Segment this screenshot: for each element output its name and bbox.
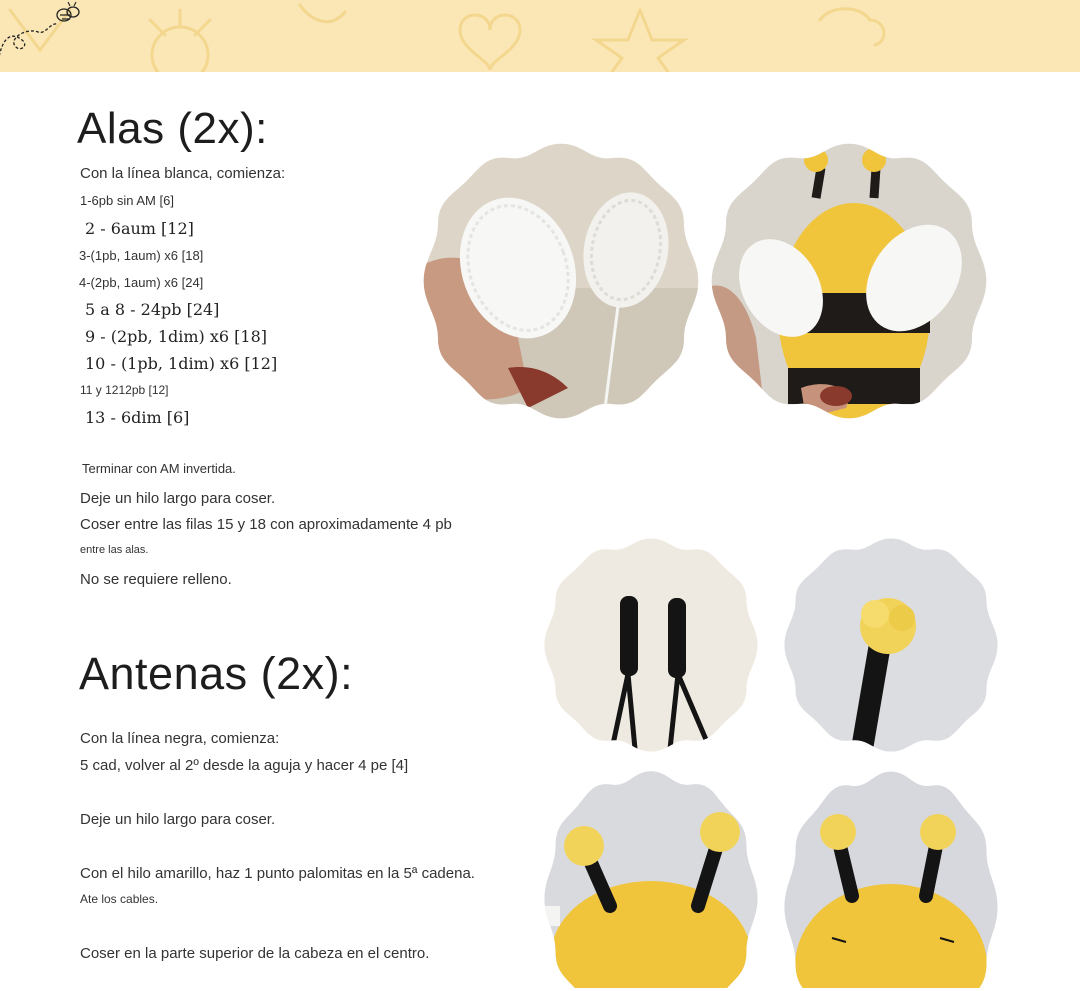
antennas-on-head-front-photo [780, 766, 1002, 988]
doodle-pattern [0, 0, 1080, 72]
finish-line: Coser entre las filas 15 y 18 con aproximadamente 4 pb [80, 516, 452, 533]
instruction-line: Con la línea blanca, comienza: [80, 165, 286, 182]
section-title-alas: Alas (2x): [77, 104, 268, 153]
instruction-line: 9 - (2pb, 1dim) x6 [18] [85, 327, 268, 346]
instruction-line: Ate los cables. [80, 892, 159, 906]
instruction-line: 2 - 6aum [12] [85, 219, 194, 238]
instruction-line: 4-(2pb, 1aum) x6 [24] [79, 275, 204, 290]
instruction-line: 11 y 1212pb [12] [80, 383, 169, 397]
bee-with-wings-photo [706, 138, 992, 424]
instruction-line: 13 - 6dim [6] [85, 408, 190, 427]
finish-line: Deje un hilo largo para coser. [80, 490, 276, 507]
instruction-line: Con el hilo amarillo, haz 1 punto palomitas en la 5ª cadena. [80, 865, 475, 882]
instruction-line: 5 a 8 - 24pb [24] [85, 300, 220, 319]
instruction-line: Deje un hilo largo para coser. [80, 811, 276, 828]
antenna-with-yellow-tip-photo [780, 534, 1002, 756]
black-antennas-photo [540, 534, 762, 756]
instruction-line: Coser en la parte superior de la cabeza en el centro. [80, 945, 430, 962]
instruction-line: 5 cad, volver al 2º desde la aguja y hacer 4 pe [4] [80, 757, 409, 774]
finish-line: entre las alas. [80, 544, 149, 556]
instruction-line: 1-6pb sin AM [6] [80, 193, 174, 208]
section-title-antenas: Antenas (2x): [79, 648, 354, 699]
antennas-on-head-photo [540, 766, 762, 988]
bee-doodle-icon [0, 0, 100, 68]
top-banner [0, 0, 1080, 72]
crochet-wings-photo [418, 138, 704, 424]
instruction-line: Con la línea negra, comienza: [80, 730, 280, 747]
instruction-line: 3-(1pb, 1aum) x6 [18] [79, 248, 204, 263]
instruction-line: 10 - (1pb, 1dim) x6 [12] [85, 354, 278, 373]
finish-line: Terminar con AM invertida. [82, 461, 236, 476]
finish-line: No se requiere relleno. [80, 571, 232, 588]
